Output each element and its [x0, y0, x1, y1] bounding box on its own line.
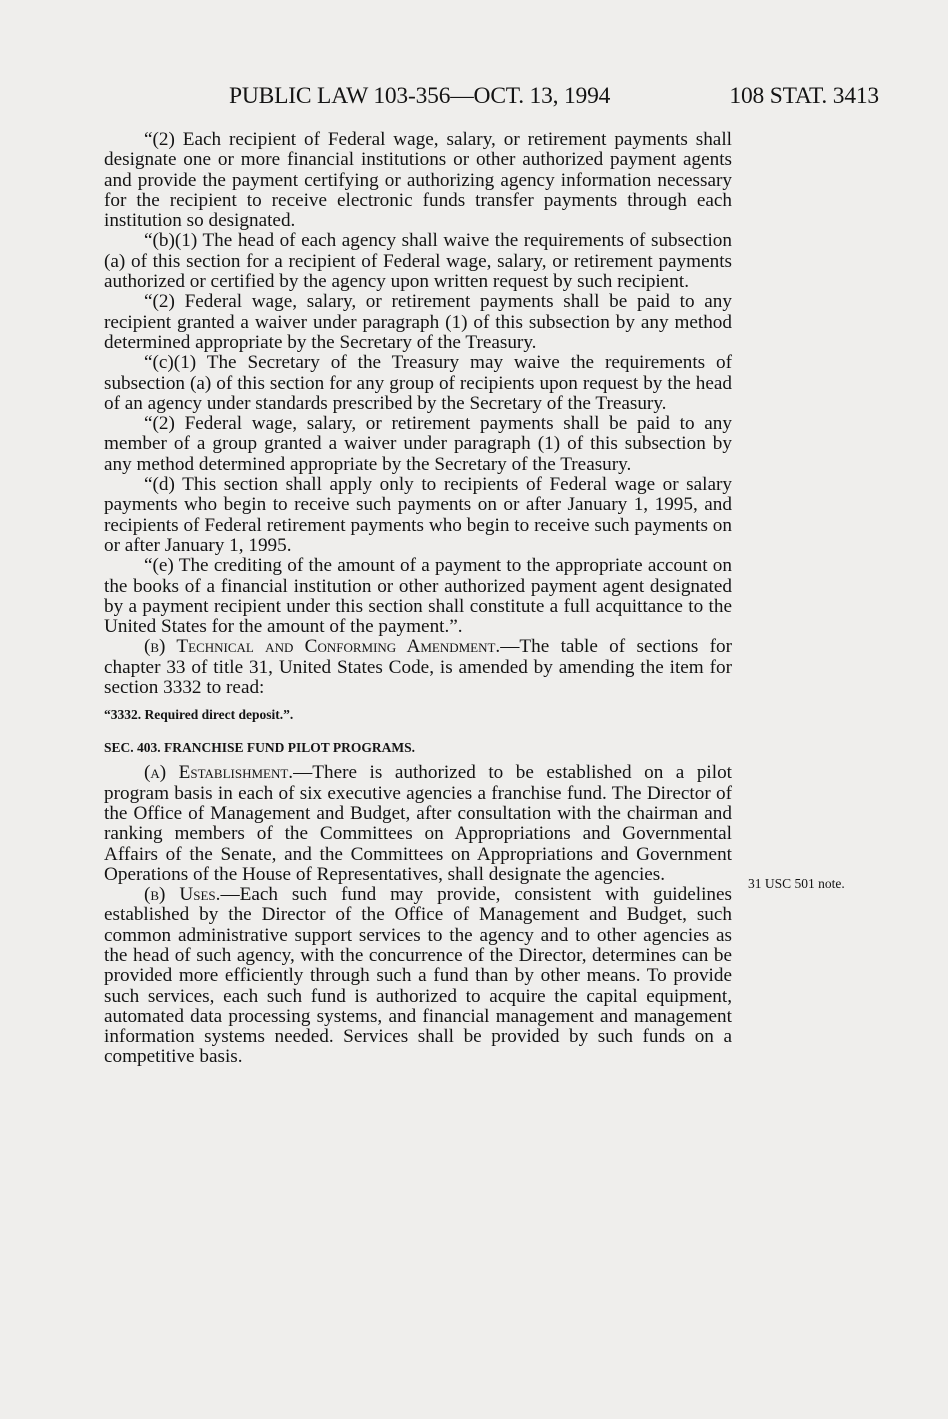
- paragraph-b1: “(b)(1) The head of each agency shall waive the requirements of subsection (a) of this section for a recipient of Federal wage, salary, or retirement payments authorized or certified by the agency upon written request by such recipient.: [104, 230, 732, 293]
- uses-label: (b) Uses.: [144, 884, 221, 906]
- margin-note: 31 USC 501 note.: [748, 876, 845, 891]
- uses-text: —Each such fund may provide, consistent with guidelines established by the Director of the Office of Management and Budget, such common administrative support services to the agency and to other agencies as the head of such agency, with the concurrence of the Director, determines can be provided more efficiently through such a fund than by other means. To provide such services, each such fund is authorized to acquire the capital equipment, automated data processing systems, and financial management and management information systems needed. Services shall be provided by such funds on a competitive basis.: [104, 884, 732, 1068]
- section-heading: SEC. 403. FRANCHISE FUND PILOT PROGRAMS.: [104, 740, 416, 756]
- establishment-paragraph: [104, 763, 732, 885]
- establishment-text: —There is authorized to be established on a pilot program basis in each of six executive agencies a franchise fund. The Director of the Office of Management and Budget, after consultation with the chairman and ranking members of the Committees on Appropriations and Governmental Affairs of the Senate, and the Committees on Appropriations and Government Operations of the House of Representatives, shall designate the agencies.: [104, 762, 733, 885]
- technical-amendment-paragraph: [104, 637, 732, 698]
- paragraph-d: “(d) This section shall apply only to recipients of Federal wage or salary payments who begin to receive such payments on or after January 1, 1995, and recipients of Federal retirement payments who begin to receive such payments on or after January 1, 1995.: [104, 474, 732, 556]
- technical-amendment-label: (b) Technical and Conforming Amendment.: [144, 636, 501, 658]
- paragraph-a2: “(2) Each recipient of Federal wage, salary, or retirement payments shall designate one or more financial institutions or other authorized payment agents and provide the payment certifying or authorizing agency information necessary for the recipient to receive electronic funds transfer payments through each institution so designated.: [104, 129, 732, 232]
- body-text: [104, 130, 732, 1068]
- header-title: PUBLIC LAW 103-356—OCT. 13, 1994: [229, 83, 611, 109]
- page-header: [104, 83, 879, 119]
- technical-amendment-text: —The table of sections for chapter 33 of title 31, United States Code, is amended by amending the item for section 3332 to read:: [104, 636, 733, 699]
- table-item-3332: “3332. Required direct deposit.”.: [104, 707, 294, 723]
- uses-paragraph: [104, 885, 732, 1068]
- paragraph-e: “(e) The crediting of the amount of a payment to the appropriate account on the books of a financial institution or other authorized payment agent designated by a payment recipient under this section shall constitute a full acquittance to the United States for the amount of the payment.”.: [104, 555, 732, 638]
- paragraph-c2: “(2) Federal wage, salary, or retirement payments shall be paid to any member of a group granted a waiver under paragraph (1) of this subsection by any method determined appropriate by the Secretary of the Treasury.: [104, 413, 732, 475]
- establishment-label: (a) Establishment.: [144, 762, 294, 784]
- paragraph-c1: “(c)(1) The Secretary of the Treasury may waive the requirements of subsection (a) of this section for any group of recipients upon request by the head of an agency under standards prescribed by the Secretary of the Treasury.: [104, 352, 732, 414]
- paragraph-b2: “(2) Federal wage, salary, or retirement payments shall be paid to any recipient granted a waiver under paragraph (1) of this subsection by any method determined appropriate by the Secretary of the Treasury.: [104, 291, 732, 353]
- header-stat-citation: 108 STAT. 3413: [729, 83, 879, 109]
